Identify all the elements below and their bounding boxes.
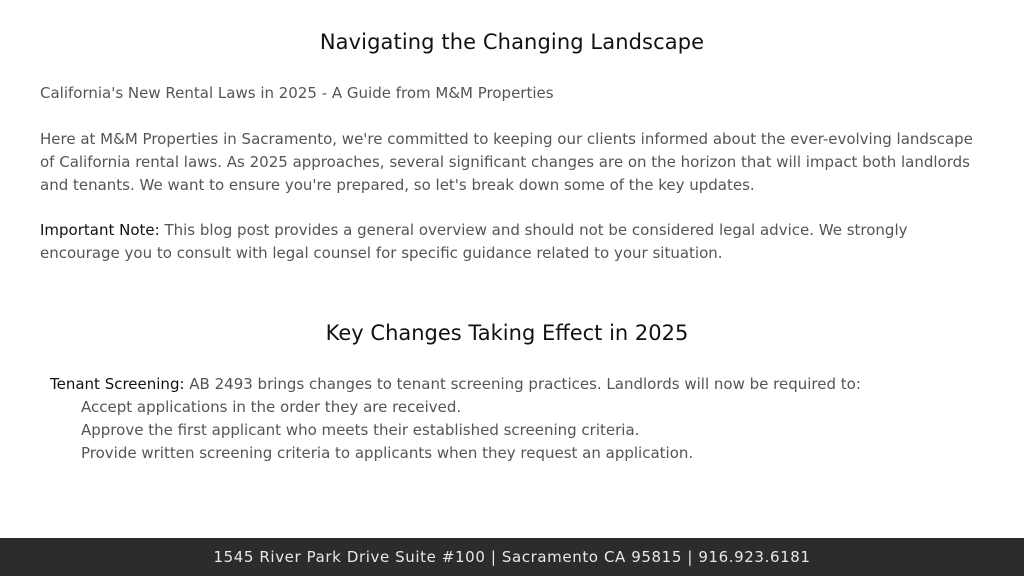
page-title: Navigating the Changing Landscape	[319, 30, 705, 54]
intro-paragraph: Here at M&M Properties in Sacramento, we're committed to keeping our clients informed about the ever-evolving landscape of California rental laws. As 2025 approaches, several significant changes are on the horizon that will impact both landlords and tenants. We want to ensure you're prepared, so let's break down some of the key updates.	[40, 130, 973, 194]
tenant-screening-section	[50, 373, 990, 465]
important-note-label: Important Note:	[40, 221, 160, 239]
tenant-screening-label: Tenant Screening:	[50, 375, 185, 393]
important-note-text: This blog post provides a general overview and should not be considered legal advice. We strongly encourage you to consult with legal counsel for specific guidance related to your situation.	[40, 221, 908, 262]
page-subtitle: California's New Rental Laws in 2025 - A Guide from M&M Properties	[40, 84, 554, 102]
tenant-screening-text: AB 2493 brings changes to tenant screening practices. Landlords will now be required to:	[184, 375, 861, 393]
important-note	[40, 219, 990, 265]
tenant-screening-intro	[50, 373, 990, 396]
tenant-screening-list	[50, 396, 990, 465]
list-item: Approve the first applicant who meets their established screening criteria.	[81, 421, 640, 439]
footer-bar	[0, 538, 1024, 576]
list-item: Provide written screening criteria to applicants when they request an application.	[81, 444, 694, 462]
footer-contact-info: 1545 River Park Drive Suite #100 | Sacramento CA 95815 | 916.923.6181	[213, 548, 811, 566]
section-title: Key Changes Taking Effect in 2025	[325, 321, 689, 345]
list-item: Accept applications in the order they are received.	[81, 398, 462, 416]
